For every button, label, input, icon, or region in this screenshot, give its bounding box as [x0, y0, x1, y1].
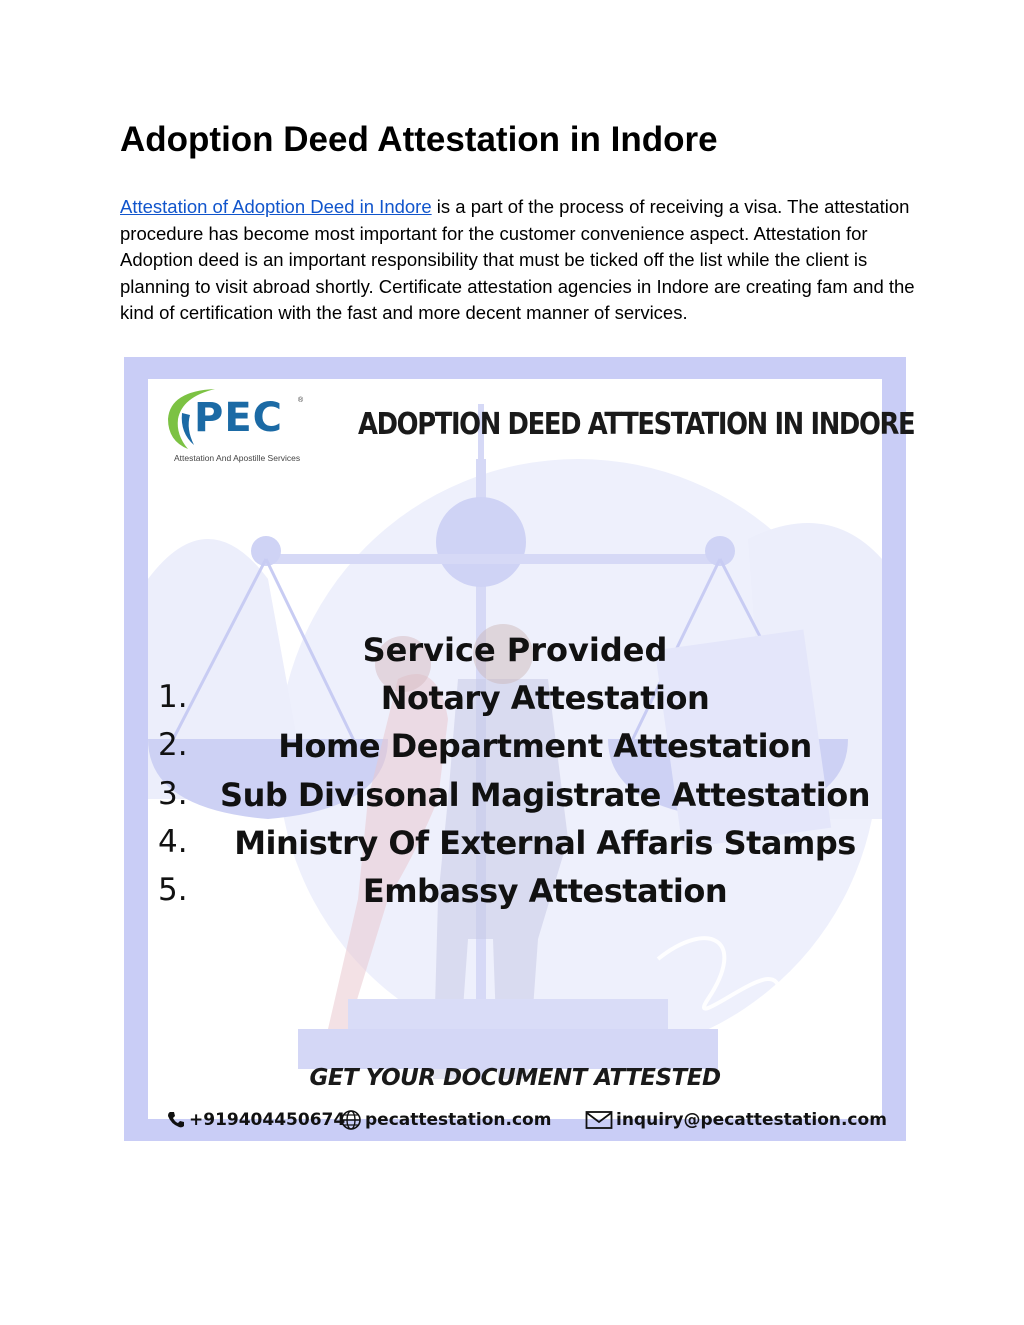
services-heading-text: Service Provided	[362, 631, 668, 669]
logo-tagline: Attestation And Apostille Services	[174, 453, 301, 463]
page-title: Adoption Deed Attestation in Indore	[120, 120, 718, 159]
service-item	[148, 776, 882, 816]
mail-icon	[585, 1110, 613, 1130]
intro-text: is a part of the process of receiving a visa. The attestation procedure has become most important for the customer convenience aspect. Attestation for Adoption deed is an important responsibility that must be ticked off the list while the client is planning to visit abroad shortly. Certificate attestation agencies in Indore are creating fam and the kind of certification with the fast and more decent manner of services.	[120, 196, 915, 324]
phone-number: +919404450674	[189, 1110, 346, 1130]
contact-website	[340, 1105, 551, 1135]
poster-title: ADOPTION DEED ATTESTATION IN INDORE	[358, 407, 915, 442]
service-name: Ministry Of External Affaris Stamps	[234, 824, 856, 862]
email-address: inquiry@pecattestation.com	[616, 1110, 887, 1130]
pec-logo	[160, 383, 310, 463]
cta-banner: GET YOUR DOCUMENT ATTESTED	[309, 1065, 721, 1091]
intro-paragraph	[120, 194, 920, 327]
service-item	[148, 679, 882, 719]
service-number: 3.	[158, 776, 188, 812]
poster-panel	[148, 379, 915, 1130]
service-number: 5.	[158, 872, 188, 908]
service-item	[148, 824, 882, 864]
phone-icon	[166, 1110, 186, 1130]
adoption-deed-link[interactable]: Attestation of Adoption Deed in Indore	[120, 196, 432, 217]
service-name: Home Department Attestation	[278, 727, 812, 765]
service-number: 1.	[158, 679, 188, 715]
service-item	[148, 872, 882, 912]
service-item	[148, 727, 882, 767]
service-name: Notary Attestation	[380, 679, 710, 717]
logo-registered-mark: ®	[298, 397, 304, 404]
logo-text: PEC	[194, 395, 283, 441]
contact-email	[585, 1105, 887, 1135]
service-number: 4.	[158, 824, 188, 860]
service-number: 2.	[158, 727, 188, 763]
contact-phone	[166, 1105, 345, 1135]
service-name: Sub Divisonal Magistrate Attestation	[220, 776, 870, 814]
service-poster	[124, 357, 915, 1141]
services-heading	[148, 631, 882, 669]
globe-icon	[340, 1109, 362, 1131]
website-url: pecattestation.com	[365, 1110, 552, 1130]
service-name: Embassy Attestation	[362, 872, 728, 910]
